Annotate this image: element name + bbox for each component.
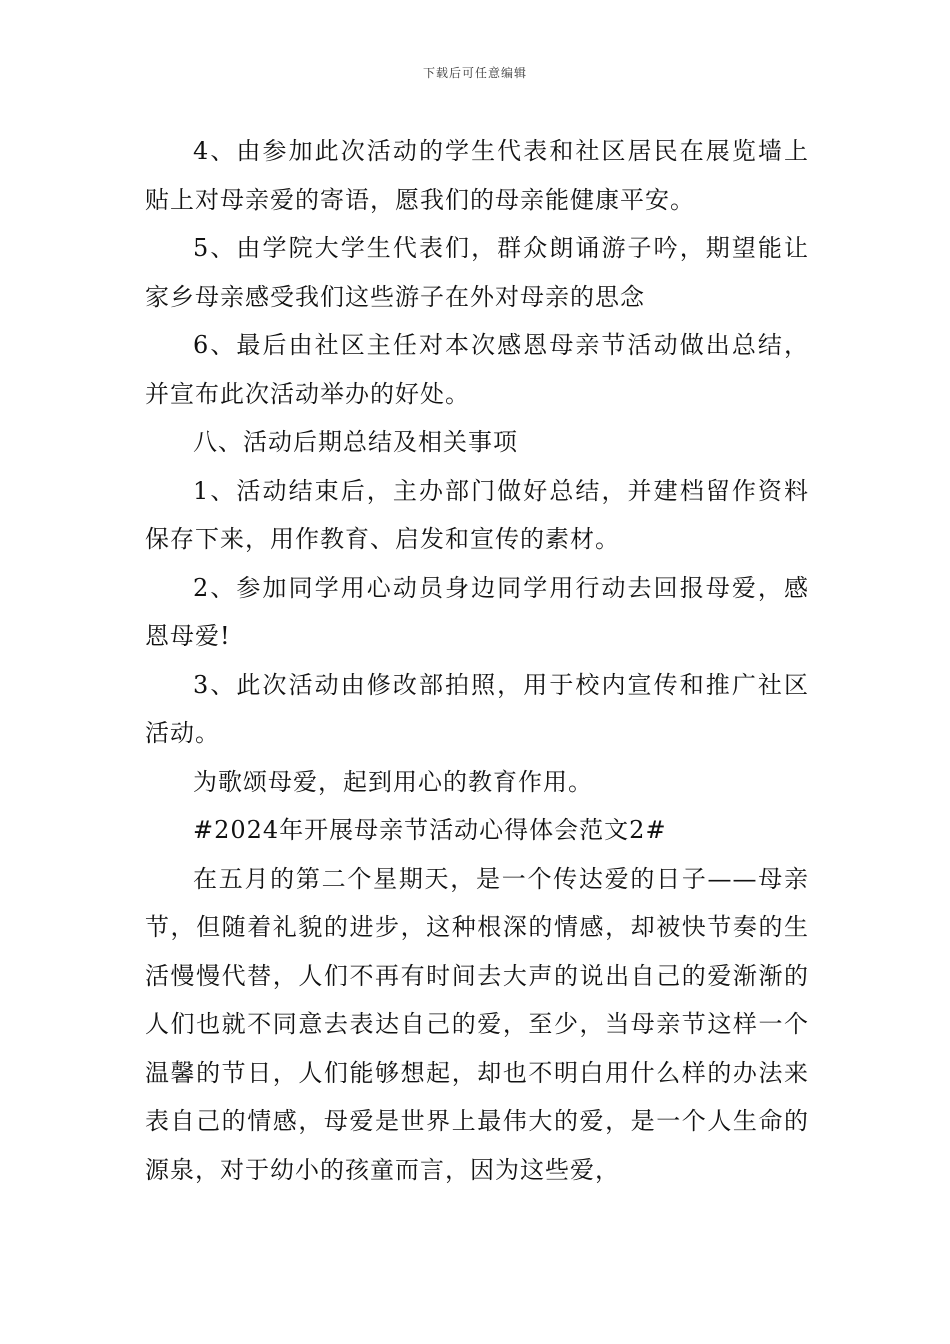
paragraph-closing: 为歌颂母爱，起到用心的教育作用。 [193, 767, 593, 796]
paragraph-item-6: 6、最后由社区主任对本次感恩母亲节活动做出总结，并宣布此次活动举办的好处。 [145, 331, 809, 408]
paragraph-summary-1: 1、活动结束后，主办部门做好总结，并建档留作资料保存下来，用作教育、启发和宣传的素材。 [145, 476, 809, 553]
section-heading-8: 八、活动后期总结及相关事项 [193, 428, 518, 456]
page-header: 下载后可任意编辑 [422, 66, 527, 80]
paragraph-item-4: 4、由参加此次活动的学生代表和社区居民在展览墙上贴上对母亲爱的寄语，愿我们的母亲能健康平安。 [145, 137, 809, 214]
document-body [145, 127, 809, 1194]
paragraph-summary-3: 3、此次活动由修改部拍照，用于校内宣传和推广社区活动。 [145, 670, 809, 747]
paragraph-item-5: 5、由学院大学生代表们，群众朗诵游子吟，期望能让家乡母亲感受我们这些游子在外对母亲的思念 [145, 234, 809, 311]
essay-paragraph: 在五月的第二个星期天，是一个传达爱的日子——母亲节，但随着礼貌的进步，这种根深的情感，却被快节奏的生活慢慢代替，人们不再有时间去大声的说出自己的爱渐渐的人们也就不同意去表达自己的爱，至少，当母亲节这样一个温馨的节日，人们能够想起，却也不明白用什么样的办法来表自己的情感，母爱是世界上最伟大的爱，是一个人生命的源泉，对于幼小的孩童而言，因为这些爱， [145, 864, 809, 1184]
paragraph-summary-2: 2、参加同学用心动员身边同学用行动去回报母爱，感恩母爱! [145, 573, 809, 650]
essay-title: #2024年开展母亲节活动心得体会范文2# [193, 816, 667, 844]
